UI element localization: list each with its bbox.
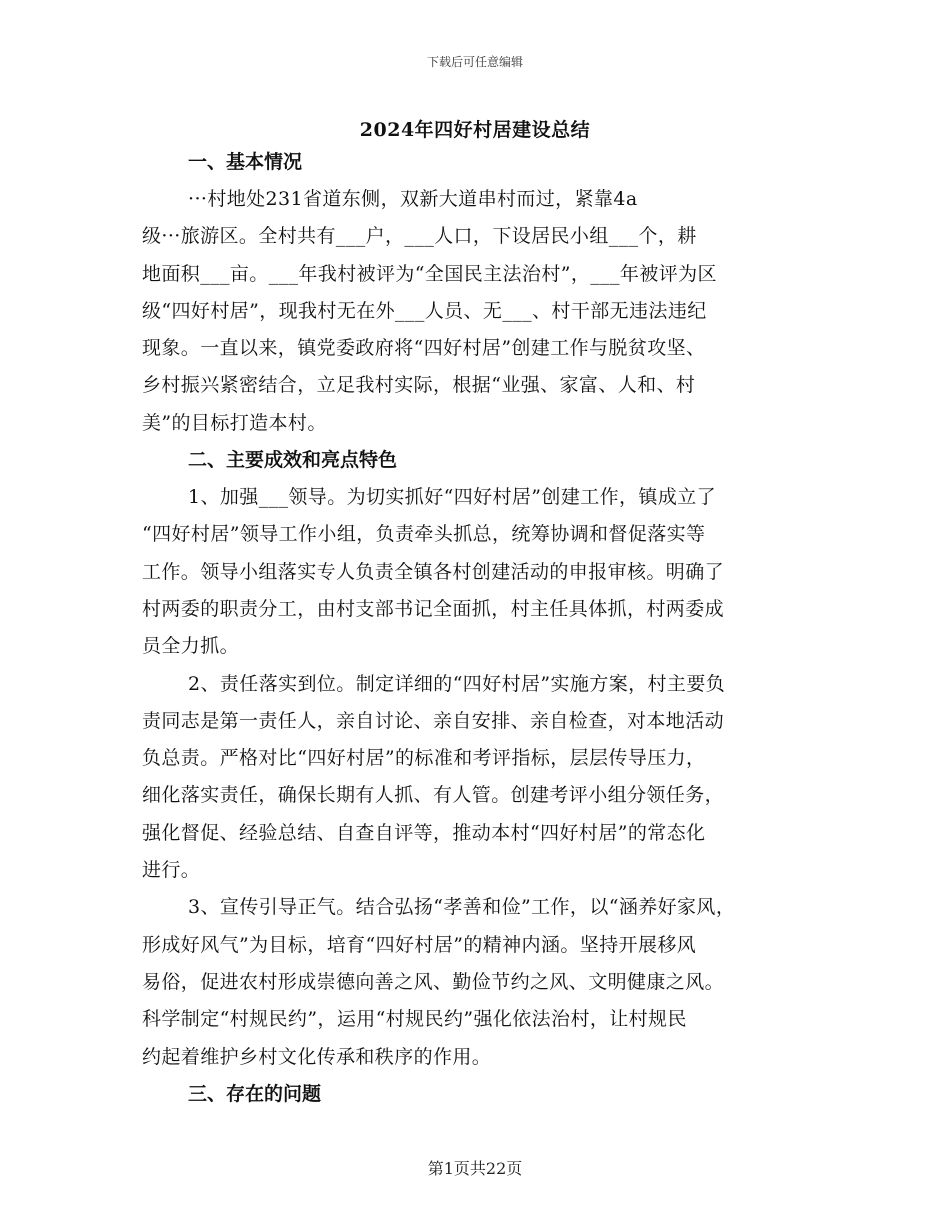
paragraph-line: 现象。一直以来，镇党委政府将“四好村居”创建工作与脱贫攻坚、 — [142, 337, 706, 360]
page-number: 第1页共22页 — [427, 1159, 523, 1178]
document-title: 2024年四好村居建设总结 — [359, 119, 591, 141]
paragraph-line: 形成好风气”为目标，培育“四好村居”的精神内涵。坚持开展移风 — [142, 933, 697, 956]
paragraph-line: 责同志是第一责任人，亲自讨论、亲自安排、亲自检查，对本地活动 — [142, 709, 725, 732]
paragraph-line: 乡村振兴紧密结合，立足我村实际，根据“业强、家富、人和、村 — [142, 374, 696, 397]
paragraph-line: 易俗，促进农村形成崇德向善之风、勤俭节约之风、文明健康之风。 — [142, 970, 725, 993]
paragraph-publicity — [142, 889, 812, 1075]
paragraph-line: 科学制定“村规民约”，运用“村规民约”强化依法治村，让村规民 — [142, 1008, 687, 1031]
paragraph-line: 村两委的职责分工，由村支部书记全面抓，村主任具体抓，村两委成 — [142, 597, 725, 620]
paragraph-line: 细化落实责任，确保长期有人抓、有人管。创建考评小组分领任务， — [142, 784, 725, 807]
paragraph-line: 级“四好村居”，现我村无在外___人员、无___、村干部无违法违纪 — [142, 299, 707, 322]
paragraph-line: 级···旅游区。全村共有___户，___人口，下设居民小组___个，耕 — [142, 225, 697, 248]
paragraph-leadership — [142, 479, 812, 665]
paragraph-line: 工作。领导小组落实专人负责全镇各村创建活动的申报审核。明确了 — [142, 560, 725, 583]
header-note: 下载后可任意编辑 — [426, 55, 523, 69]
paragraph-line: ···村地处231省道东侧，双新大道串村而过，紧靠4a — [188, 188, 638, 210]
paragraph-line: 1、加强___领导。为切实抓好“四好村居”创建工作，镇成立了 — [188, 486, 717, 509]
paragraph-line: 约起着维护乡村文化传承和秩序的作用。 — [142, 1045, 492, 1068]
document-body — [142, 144, 812, 1113]
paragraph-line: 员全力抓。 — [142, 635, 240, 658]
paragraph-line: 负总责。严格对比“四好村居”的标准和考评指标，层层传导压力， — [142, 747, 706, 770]
paragraph-line: 进行。 — [142, 859, 201, 882]
paragraph-responsibility — [142, 666, 812, 890]
section-heading-problems: 三、存在的问题 — [188, 1082, 322, 1105]
paragraph-line: “四好村居”领导工作小组，负责牵头抓总，统筹协调和督促落实等 — [142, 523, 706, 546]
paragraph-line: 强化督促、经验总结、自查自评等，推动本村“四好村居”的常态化 — [142, 821, 706, 844]
section-heading-basic-info: 一、基本情况 — [188, 151, 303, 173]
paragraph-line: 2、责任落实到位。制定详细的“四好村居”实施方案，村主要负 — [188, 672, 726, 695]
paragraph-line: 地面积___亩。___年我村被评为“全国民主法治村”，___年被评为区 — [142, 262, 717, 285]
section-heading-achievements: 二、主要成效和亮点特色 — [188, 449, 398, 472]
paragraph-line: 3、宣传引导正气。结合弘扬“孝善和俭”工作，以“涵养好家风， — [188, 896, 736, 919]
paragraph-line: 美”的目标打造本村。 — [142, 411, 327, 434]
paragraph-basic-info — [142, 181, 812, 442]
